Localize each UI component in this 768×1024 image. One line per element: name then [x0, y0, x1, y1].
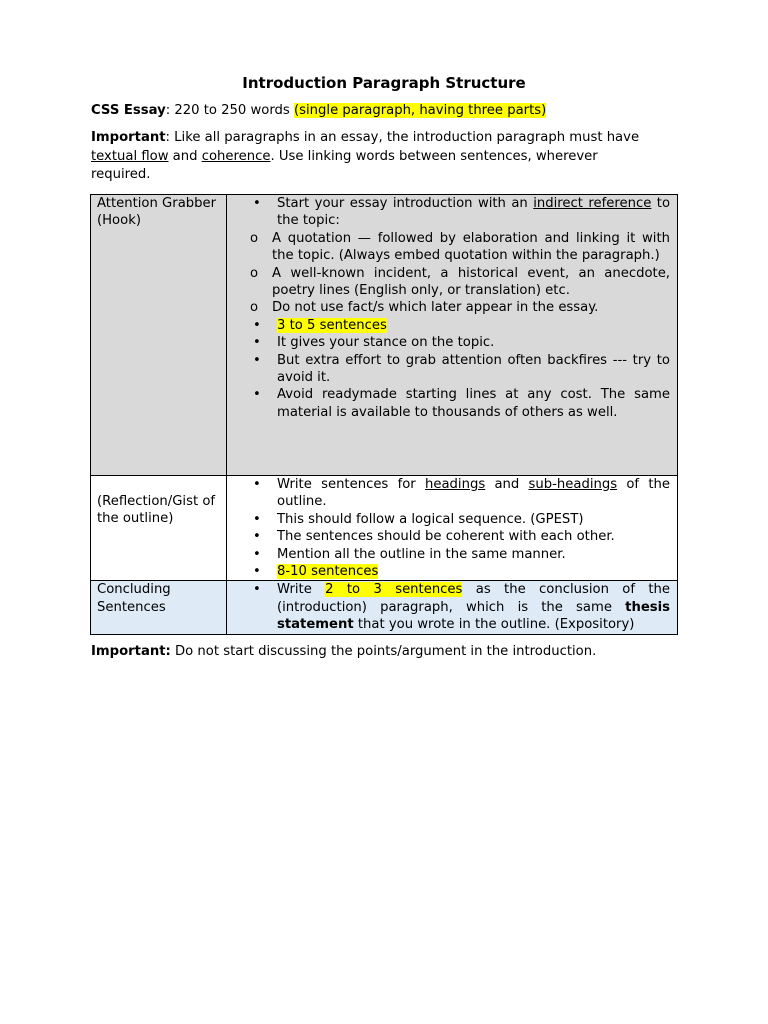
hook-label: Attention Grabber (Hook) [97, 196, 217, 229]
important-text-c: . Use linking words between sentences, wherever [270, 149, 598, 164]
reflection-label: (Reflection/Gist of the outline) [97, 494, 216, 527]
list-item [227, 546, 670, 563]
important-note-2 [91, 643, 681, 661]
list-item [227, 476, 670, 511]
important-text-d: required. [91, 167, 151, 182]
list-item [227, 317, 670, 334]
reflection-bullets [227, 476, 670, 580]
sub-bullet-text: o A quotation — followed by elaboration and linking it with the topic. (Always embed quotation within the paragraph.) [272, 230, 670, 264]
list-item [227, 511, 670, 528]
headings-term: headings [425, 477, 486, 492]
list-item [227, 581, 670, 633]
concluding-label: Concluding Sentences [97, 582, 171, 615]
list-item [227, 195, 670, 317]
bullet-text: But extra effort to grab attention often backfires --- try to avoid it. [277, 352, 670, 386]
table-row-hook [91, 195, 678, 476]
hook-sub-bullets [272, 230, 670, 317]
indirect-reference-term: indirect reference [533, 196, 652, 211]
textual-flow-term: textual flow [91, 149, 169, 164]
structure-table [90, 194, 678, 635]
important-line-1 [91, 129, 681, 147]
sub-list-item [227, 230, 670, 265]
row-label-cell [91, 581, 227, 634]
bullet-text: that you wrote in the outline. (Expository) [353, 617, 635, 633]
list-item [227, 563, 670, 580]
bullet-text: Avoid readymade starting lines at any cost. The same material is available to thousands of others as well. [277, 387, 670, 420]
bullet-text: The sentences should be coherent with each other. [277, 529, 615, 545]
table-row-reflection [91, 476, 678, 581]
css-essay-text: : 220 to 250 words [165, 103, 294, 118]
page-title: Introduction Paragraph Structure [242, 74, 526, 92]
important-line-2 [91, 148, 681, 166]
list-item [227, 528, 670, 545]
bullet-text: It gives your stance on the topic. [277, 335, 495, 351]
bullet-text: This should follow a logical sequence. (GPEST) [277, 511, 584, 527]
row-content-cell [227, 581, 678, 634]
list-item [227, 334, 670, 351]
bullet-text: to the topic: [277, 196, 671, 229]
important2-label: Important: [91, 644, 171, 659]
css-essay-highlight: (single paragraph, having three parts) [294, 103, 547, 118]
important2-text: Do not start discussing the points/argument in the introduction. [170, 644, 597, 659]
row-content-cell [227, 195, 678, 476]
bullet-text: of the outline. [277, 477, 670, 510]
css-essay-label: CSS Essay [91, 103, 166, 118]
css-essay-line [91, 102, 681, 120]
important-text-b: and [168, 149, 202, 164]
list-item [227, 352, 670, 387]
sub-list-item [227, 299, 670, 316]
row-content-cell [227, 476, 678, 581]
bullet-text: and [485, 477, 529, 492]
hook-bullets [227, 195, 670, 421]
bullet-text: Mention all the outline in the same manner. [277, 546, 566, 562]
sentence-count-highlight: 8-10 sentences [277, 564, 379, 580]
bullet-text: Write sentences for [277, 477, 425, 492]
sub-bullet-text: o A well-known incident, a historical event, an anecdote, poetry lines (English only, or translation) etc. [272, 265, 670, 299]
sub-bullet-text: o Do not use fact/s which later appear in the essay. [272, 300, 599, 316]
thesis-statement-term: thesis statement [277, 599, 670, 633]
row-label-cell [91, 195, 227, 476]
sub-list-item [227, 265, 670, 300]
sub-headings-term: sub-headings [528, 477, 618, 492]
important-text-a: : Like all paragraphs in an essay, the introduction paragraph must have [165, 130, 640, 145]
bullet-text: Start your essay introduction with an [277, 196, 534, 211]
bullet-text: Write [277, 582, 326, 598]
sentence-count-highlight: 3 to 5 sentences [277, 317, 387, 333]
bullet-text: as the conclusion of the (introduction) paragraph, which is the same [277, 582, 670, 615]
sentence-count-highlight: 2 to 3 sentences [325, 582, 463, 598]
important-line-3 [91, 166, 681, 184]
coherence-term: coherence [201, 149, 271, 164]
important-label: Important [91, 130, 166, 145]
concluding-bullets [227, 581, 670, 633]
list-item [227, 386, 670, 421]
table-row-concluding [91, 581, 678, 634]
row-label-cell [91, 476, 227, 581]
